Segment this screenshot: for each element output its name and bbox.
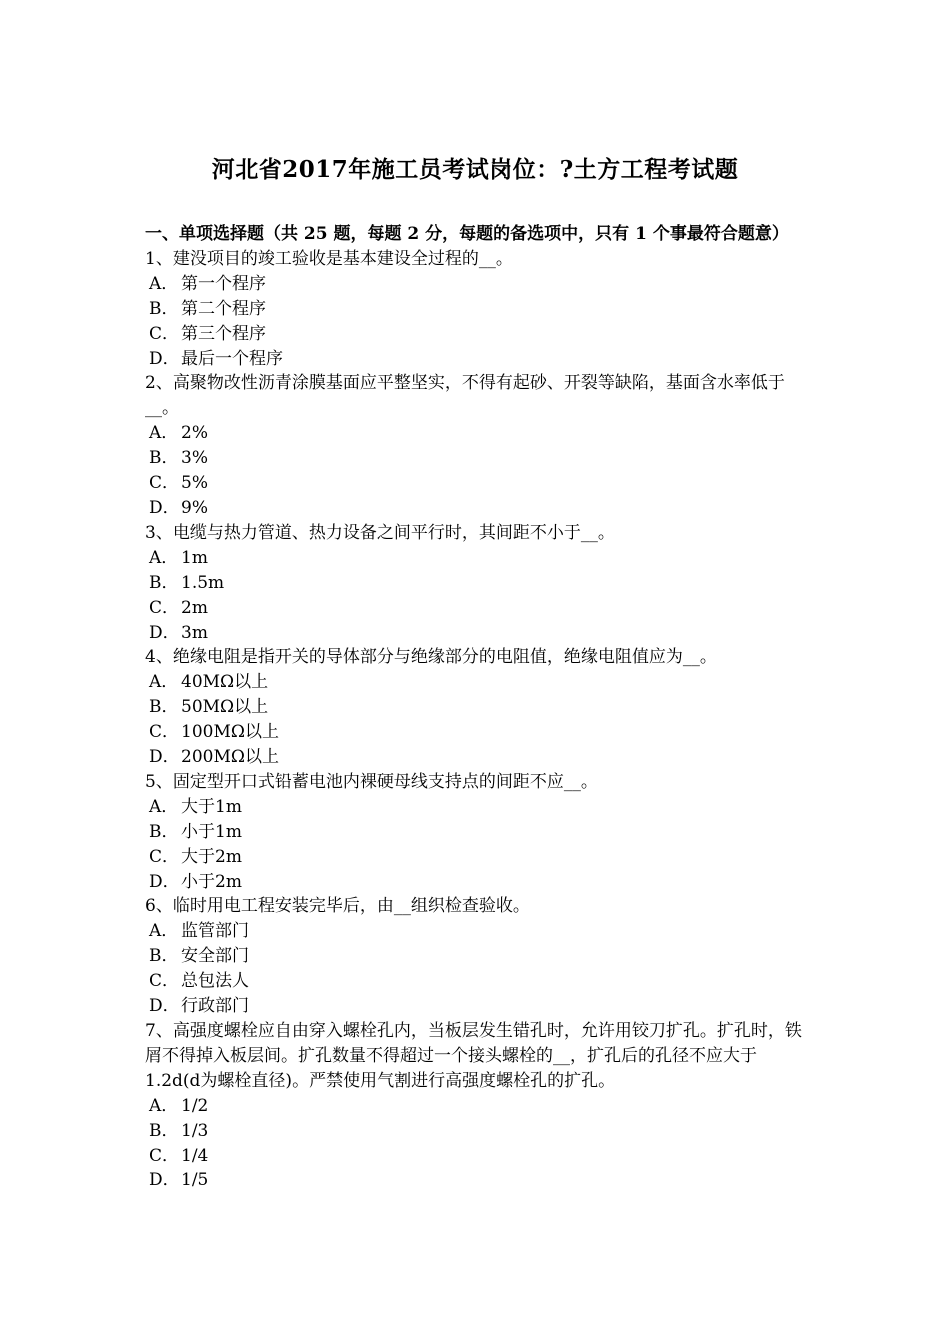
option-letter: A． [149,672,179,693]
option-text: 行政部门 [181,996,249,1017]
option-letter: A． [149,273,179,294]
option-d [145,1168,810,1193]
option-text: 40MΩ以上 [181,672,269,693]
option-text: 3% [181,448,208,469]
question-text: 1、建没项目的竣工验收是基本建设全过程的__。 [145,248,513,269]
question-text: 4、绝缘电阻是指开关的导体部分与绝缘部分的电阻值，绝缘电阻值应为__。 [145,647,717,668]
option-c [145,471,810,496]
option-text: 监管部门 [181,921,249,942]
section-heading: 一、单项选择题（共 25 题，每题 2 分，每题的备选项中，只有 1 个事最符合题意） [145,224,789,244]
option-c [145,969,810,994]
option-text: 5% [181,473,208,494]
option-d [145,621,810,646]
option-b [145,446,810,471]
option-c [145,596,810,621]
option-letter: C． [149,846,180,867]
option-text: 总包法人 [181,971,249,992]
option-letter: B． [149,298,179,319]
option-a [145,421,810,446]
option-a [145,272,810,297]
option-text: 2m [181,597,208,618]
option-text: 1.5m [181,572,225,593]
option-b [145,297,810,322]
option-letter: C． [149,971,180,992]
option-letter: A． [149,547,179,568]
option-letter: A． [149,921,179,942]
option-letter: A． [149,423,179,444]
option-c [145,845,810,870]
option-letter: B． [149,448,179,469]
option-d [145,496,810,521]
option-text: 9% [181,497,208,518]
question-text: 2、高聚物改性沥青涂膜基面应平整坚实，不得有起砂、开裂等缺陷，基面含水率低于__。 [145,373,785,419]
question-text: 6、临时用电工程安装完毕后，由__组织检查验收。 [145,896,530,917]
option-b [145,820,810,845]
option-a [145,546,810,571]
option-text: 1/4 [181,1145,209,1166]
document-body [145,222,810,1193]
option-letter: B． [149,1120,179,1141]
option-text: 1m [181,547,208,568]
question-text: 7、高强度螺栓应自由穿入螺栓孔内，当板层发生错孔时，允许用铰刀扩孔。扩孔时，铁屑不得掉入板层间。扩孔数量不得超过一个接头螺栓的__，扩孔后的孔径不应大于1.2d(d为螺栓直径)。严禁使用气割进行高强度螺栓孔的扩孔。 [145,1021,802,1091]
option-text: 第二个程序 [181,298,266,319]
option-a [145,795,810,820]
option-text: 最后一个程序 [181,348,283,369]
question-4 [145,645,810,770]
question-5 [145,770,810,895]
option-c [145,322,810,347]
option-letter: D． [149,747,180,768]
question-text: 3、电缆与热力管道、热力设备之间平行时，其间距不小于__。 [145,522,615,543]
question-6 [145,894,810,1019]
option-c [145,720,810,745]
option-a [145,670,810,695]
option-d [145,870,810,895]
option-letter: B． [149,572,179,593]
option-text: 1/3 [181,1120,209,1141]
option-letter: A． [149,1095,179,1116]
option-letter: D． [149,1170,180,1191]
option-d [145,745,810,770]
option-text: 第三个程序 [181,323,266,344]
option-letter: C． [149,722,180,743]
document-title: 河北省2017年施工员考试岗位：?土方工程考试题 [211,156,739,183]
option-text: 50MΩ以上 [181,697,269,718]
option-letter: D． [149,622,180,643]
option-text: 2% [181,423,208,444]
option-a [145,919,810,944]
option-b [145,571,810,596]
option-letter: A． [149,796,179,817]
option-letter: D． [149,871,180,892]
option-letter: C． [149,597,180,618]
option-letter: B． [149,946,179,967]
option-text: 安全部门 [181,946,249,967]
question-1 [145,247,810,372]
option-letter: B． [149,821,179,842]
option-text: 1/5 [181,1170,209,1191]
option-text: 1/2 [181,1095,209,1116]
option-letter: C． [149,473,180,494]
option-text: 100MΩ以上 [181,722,279,743]
option-text: 200MΩ以上 [181,747,279,768]
question-text: 5、固定型开口式铅蓄电池内裸硬母线支持点的间距不应__。 [145,771,598,792]
option-d [145,994,810,1019]
option-text: 第一个程序 [181,273,266,294]
option-b [145,944,810,969]
option-b [145,1119,810,1144]
option-letter: C． [149,323,180,344]
option-text: 小于1m [181,821,242,842]
option-c [145,1144,810,1169]
option-letter: D． [149,348,180,369]
option-letter: C． [149,1145,180,1166]
option-text: 3m [181,622,208,643]
question-2 [145,371,810,520]
option-letter: B． [149,697,179,718]
option-letter: D． [149,497,180,518]
option-b [145,695,810,720]
option-text: 小于2m [181,871,242,892]
question-7 [145,1019,810,1193]
option-a [145,1094,810,1119]
option-text: 大于2m [181,846,242,867]
option-letter: D． [149,996,180,1017]
option-d [145,347,810,372]
option-text: 大于1m [181,796,242,817]
question-3 [145,521,810,646]
